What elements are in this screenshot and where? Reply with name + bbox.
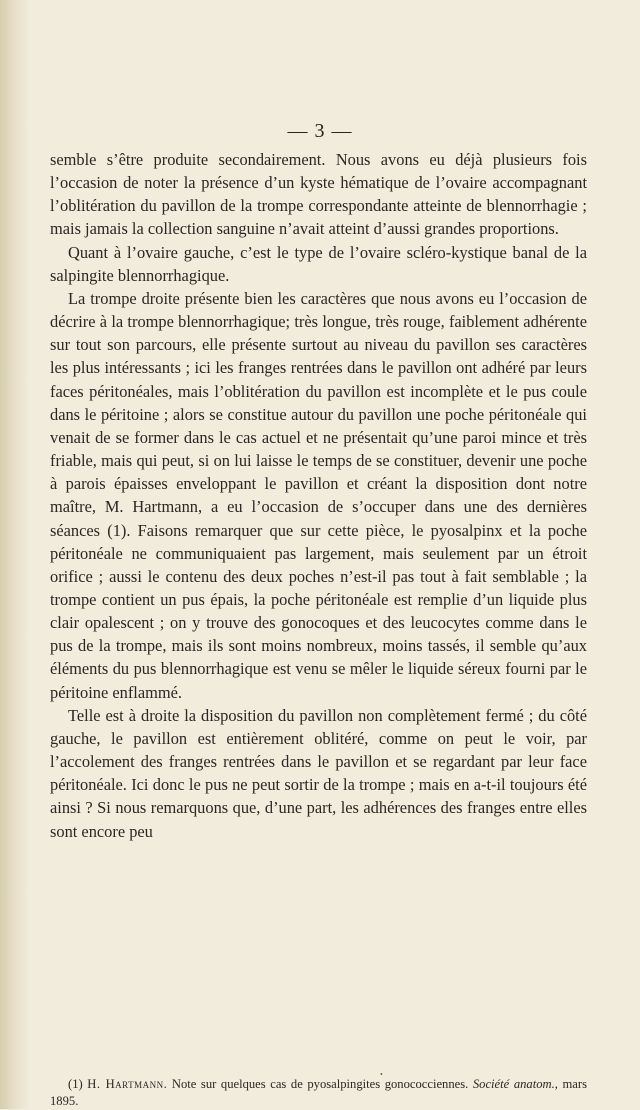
footnote-text: Note sur quelques cas de pyosalpingites gonococciennes. [171, 1077, 469, 1091]
paragraph-4: Telle est à droite la disposition du pavillon non complètement fermé ; du côté gauche, le pavillon est entièrement oblitéré, comme on peut le voir, par l’accolement des franges rentrées dans le pavillon et se regardant par leur face péritonéale. Ici donc le pus ne peut sortir de la trompe ; mais en a-t-il toujours été ainsi ? Si nous remarquons que, d’une part, les adhérences des franges entre elles sont encore peu [50, 705, 587, 841]
footnote-venue: Société anatom., [472, 1077, 558, 1091]
page-edge-shadow [0, 0, 30, 1109]
footnote-author: H. Hartmann. [87, 1077, 168, 1091]
footnote-marker: (1) [68, 1077, 83, 1091]
paragraph-2: Quant à l’ovaire gauche, c’est le type de l’ovaire scléro-kystique banal de la salpingite blennorrhagique. [50, 242, 587, 285]
footnote-date: mars 1895. [50, 1077, 587, 1108]
stray-mark: • [380, 1070, 383, 1079]
paragraph-1: semble s’être produite secondairement. Nous avons eu déjà plusieurs fois l’occasion de noter la présence d’un kyste hématique de l’ovaire accompagnant l’oblitération du pavillon de la trompe correspondante atteinte de blennorrhagie ; mais jamais la collection sanguine n’avait atteint d’aussi grandes proportions. [50, 150, 587, 239]
paragraph-3: La trompe droite présente bien les caractères que nous avons eu l’occasion de décrire à la trompe blennorrhagique; très longue, très rouge, faiblement adhérente sur tout son parcours, elle présente surtout au niveau du pavillon ses caractères les plus intéressants ; ici les franges rentrées dans le pavillon ont adhéré par leurs faces péritonéales, mais l’oblitération du pavillon est incomplète et le pus coule dans le péritoine ; alors se constitue autour du pavillon une poche péritonéale qui venait de se former dans le cas actuel et ne présentait qu’une paroi mince et très friable, mais qui peut, si on lui laisse le temps de se constituer, devenir une poche à parois épaisses enveloppant le pavillon et créant la disposition dont notre maître, M. Hartmann, a eu l’occasion de s’occuper dans une des dernières séances (1). Faisons remarquer que sur cette pièce, le pyosalpinx et la poche péritonéale ne communiquaient pas largement, mais seulement par un étroit orifice ; aussi le contenu des deux poches n’est-il pas tout à fait semblable ; la trompe contient un pus épais, la poche péritonéale est remplie d’un liquide plus clair opalescent ; on y trouve des gonocoques et des leucocytes comme dans le pus de la trompe, mais ils sont moins nombreux, moins tassés, il semble qu’aux éléments du pus blennorrhagique est venu se mêler le liquide séreux fourni par le péritoine enflammé. [50, 288, 587, 702]
footnote [50, 1076, 587, 1110]
body-text [50, 148, 587, 843]
page-number: — 3 — [287, 120, 353, 142]
